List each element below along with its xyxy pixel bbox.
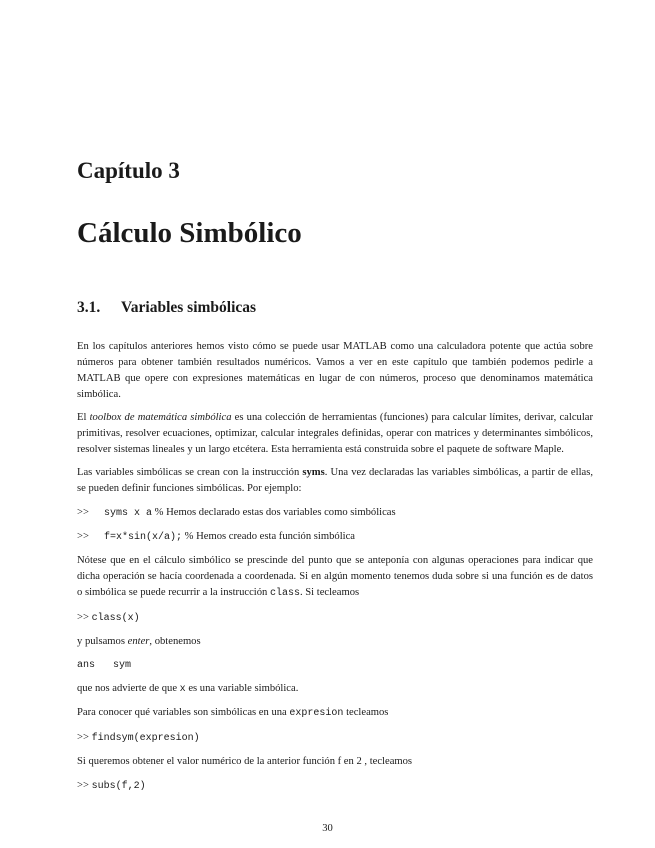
text-span: tecleamos [343, 707, 389, 719]
chapter-title: Cálculo Simbólico [77, 217, 302, 249]
code-class: class [269, 588, 300, 600]
prompt: >> [77, 531, 89, 543]
paragraph-toolbox [77, 410, 593, 458]
section-number: 3.1. [77, 299, 101, 316]
text-span: es una variable simbólica. [185, 682, 299, 694]
code: syms x a [104, 507, 153, 519]
prompt: >> [77, 506, 89, 518]
command-line [77, 529, 593, 546]
prompt: >> [77, 731, 89, 743]
text-span: El [77, 412, 90, 424]
comment: % Hemos creado esta función simbólica [182, 531, 355, 543]
prompt: >> [77, 611, 89, 623]
emphasis-toolbox: toolbox de matemática simbólica [89, 412, 232, 424]
paragraph-syms [77, 465, 593, 497]
text-span: Nótese que en el cálculo simbólico se prescinde del punto que se anteponía con algunas operaciones para indicar que dicha operación se hacía coordenada a coordenada. Si en algún momento tenemos duda sobre si una función es de datos o simbólica se puede recurrir a la instrucción [77, 555, 593, 599]
text-span: que nos advierte de que [77, 682, 180, 694]
command-line [77, 610, 593, 627]
command-line [77, 730, 593, 747]
chapter-label: Capítulo 3 [77, 158, 180, 183]
body-text [77, 339, 593, 802]
text-span: es una colección de herramientas (funciones) para calcular límites, derivar, calcular primitivas, resolver ecuaciones, optimizar, calcular integrales definidas, operar con matrices y determinantes simbólicos, resolver sistemas lineales y un largo etcétera. Esta herramienta está construida sobre el paquete de software Maple. [77, 412, 593, 455]
bold-syms: syms [302, 467, 325, 479]
paragraph-note [77, 553, 593, 602]
code: f=x*sin(x/a); [104, 532, 183, 544]
paragraph-intro: En los capítulos anteriores hemos visto cómo se puede usar MATLAB como una calculadora potente que actúa sobre números para obtener también resultados numéricos. Vamos a ver en este capítulo que también podemos pedirle a MATLAB que opere con expresiones matemáticas en lugar de con números, proceso que denominamos matemática simbólica. [77, 341, 593, 400]
command-line [77, 778, 593, 795]
paragraph-findsym [77, 705, 593, 722]
text-span: . Si tecleamos [299, 587, 360, 599]
comment: % Hemos declarado estas dos variables como simbólicas [152, 506, 396, 518]
code: class(x) [91, 612, 140, 624]
command-line [77, 505, 593, 522]
page-number: 30 [322, 823, 333, 834]
text-span: Para conocer qué variables son simbólicas en una [77, 707, 290, 719]
paragraph-subs: Si queremos obtener el valor numérico de la anterior función f en 2 , tecleamos [77, 756, 413, 768]
paragraph-enter [77, 634, 593, 650]
text-span: . Una vez declaradas las variables simbólicas, a partir de ellas, se pueden definir funciones simbólicas. Por ejemplo: [77, 467, 593, 495]
code-x: x [179, 683, 186, 695]
text-span: y pulsamos [77, 636, 128, 648]
text-span: , obtenemos [149, 636, 201, 648]
code-expresion: expresion [289, 708, 344, 720]
prompt: >> [77, 779, 89, 791]
code: findsym(expresion) [91, 732, 200, 744]
paragraph-symbolic [77, 681, 593, 698]
section-title: Variables simbólicas [121, 299, 257, 316]
output-line: ans sym [77, 659, 132, 671]
text-span: Las variables simbólicas se crean con la instrucción [77, 467, 303, 479]
code: subs(f,2) [91, 780, 146, 792]
section-heading [77, 299, 256, 317]
emphasis-enter: enter [127, 636, 150, 648]
